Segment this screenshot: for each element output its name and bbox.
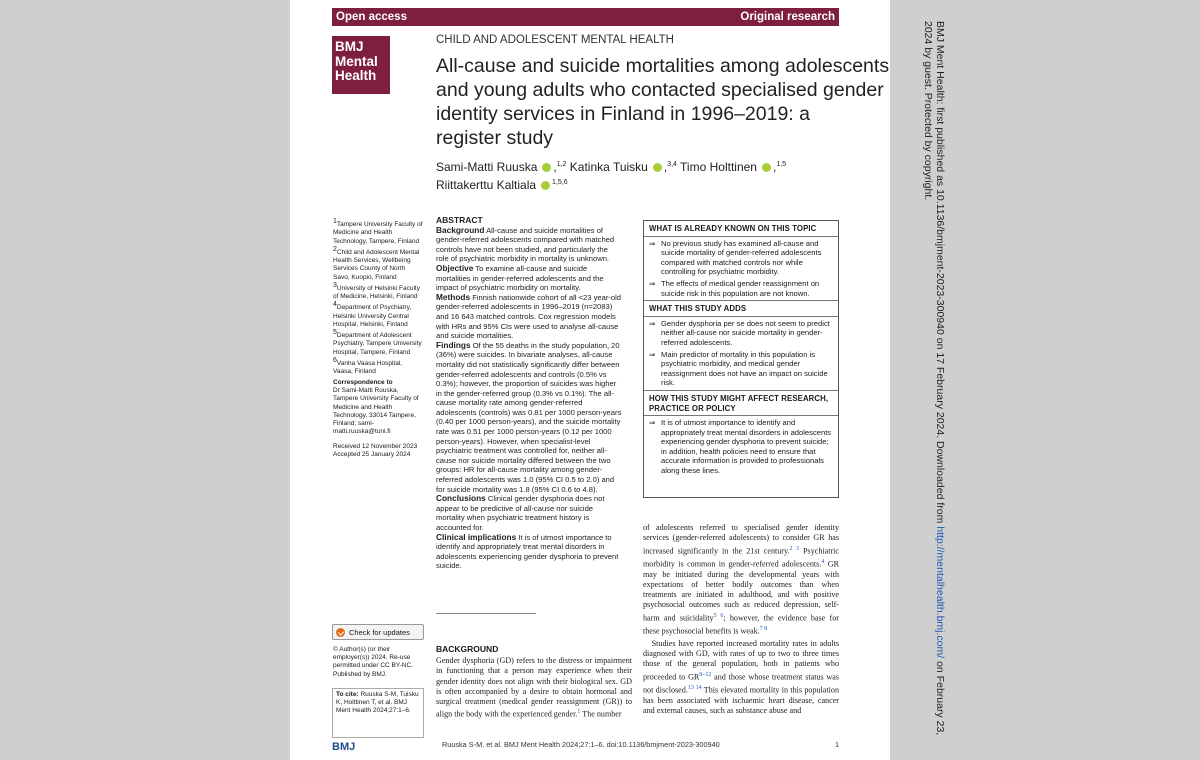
list-item: ⇒ Gender dysphoria per se does not seem to predict neither all-cause nor suicide mortality in gender-referred adolescents. xyxy=(649,319,834,348)
list-item: ⇒ Main predictor of mortality in this population is psychiatric morbidity, and medical gender reassignment does not have an impact on suicide risk. xyxy=(649,350,834,388)
author-name[interactable]: Riittakerttu Kaltiala xyxy=(436,178,537,192)
header-banner xyxy=(332,8,839,26)
list-item: ⇒ No previous study has examined all-cause and suicide mortality of gender-referred adolescents compared with matched controls nor while controlling for psychiatric morbidity. xyxy=(649,239,834,277)
orcid-icon[interactable] xyxy=(541,181,550,190)
background-heading: BACKGROUND xyxy=(436,644,499,654)
summary-box: WHAT IS ALREADY KNOWN ON THIS TOPIC ⇒ No previous study has examined all-cause and suicide mortality of gender-referred adolescents compared with matched controls nor while controlling for psychiatric morbidity. ⇒ The effects of medical gender reassignment on suicide risk in this population are not known. WHAT THIS STUDY ADDS ⇒ Gender dysphoria per se does not seem to predict neither all-cause nor suicide mortality in gender-referred adolescents. ⇒ Main predictor of mortality in this population is psychiatric morbidity, and medical gender reassignment does not have an impact on suicide risk. HOW THIS STUDY MIGHT AFFECT RESEARCH, PRACTICE OR POLICY ⇒ It is of utmost importance to identify and appropriately treat mental disorders in adolescents experiencing gender dysphoria to prevent suicide; in addition, health policies need to ensure that accurate information is provided to professionals along these lines. xyxy=(643,220,839,498)
article-type-label: Original research xyxy=(740,11,835,23)
list-item: ⇒ The effects of medical gender reassignment on suicide risk in this population are not known. xyxy=(649,279,834,298)
check-updates-icon xyxy=(336,628,345,637)
article-title: All-cause and suicide mortalities among adolescents and young adults who contacted specialised gender identity services in Finland in 1996–2019: a register study xyxy=(436,55,890,149)
list-item: ⇒ It is of utmost importance to identify and appropriately treat mental disorders in adolescents experiencing gender dysphoria to prevent suicide; in addition, health policies need to ensure that accurate information is provided to professionals along these lines. xyxy=(649,418,834,476)
check-for-updates-button[interactable]: Check for updates xyxy=(332,624,424,640)
article-page xyxy=(290,0,890,760)
copyright-sidebar: BMJ Ment Health: first published as 10.1136/bmjment-2023-300940 on 17 February 2024. Downloaded from http://mentalhealth.bmj.com/ on February 23, 2024 by guest. Protected by copyright. xyxy=(922,21,946,736)
citation-box: To cite: Ruuska S-M, Tuisku K, Holttinen T, et al. BMJ Ment Health 2024;27:1–6. xyxy=(332,688,424,738)
correspondence: Correspondence to Dr Sami-Matti Ruuska, Tampere University Faculty of Medicine and Health Technology, 33014 Tampere, Finland; sami-matti.ruuska@tuni.fi xyxy=(333,379,419,436)
section-label: CHILD AND ADOLESCENT MENTAL HEALTH xyxy=(436,34,674,46)
affiliations: $^1$Tampere University Faculty of Medicine and Health Technology, Tampere, Finland $^2$Child and Adolescent Mental Health Services, Wellbeing Services County of North Savo, Kuopio, Finland $^3$University of Helsinki Faculty of Medicine, Helsinki, Finland $^4$Department of Psychiatry, Helsinki University Central Hospital, Helsinki, Finland $^5$Department of Adolescent Psychiatry, Tampere University Hospital, Tampere, Finland $^6$Vanha Vaasa Hospital, Vaasa, Finland xyxy=(333,218,423,376)
divider xyxy=(436,613,536,614)
journal-logo: BMJ Mental Health xyxy=(332,36,390,94)
article-dates: Received 12 November 2023 Accepted 25 January 2024 xyxy=(333,443,418,459)
abstract: ABSTRACT Background All-cause and suicide mortalities of gender-referred adolescents compared with matched controls have not been studied, and particularly the role of psychiatric morbidity in mortality is unknown. Objective To examine all-cause and suicide mortalities in gender-referred adolescents and the impact of psychiatric morbidity on mortality. Methods Finnish nationwide cohort of all <23 year-old gender-referred adolescents in 1996–2019 (n=2083) and 16 643 matched controls. Cox regression models with HRs and 95% CIs were used to analyse all-cause and suicide mortalities. Findings Of the 55 deaths in the study population, 20 (36%) were suicides. In bivariate analyses, all-cause mortality did not statistically significantly differ between gender-referred adolescents and controls (0.5% vs 0.3%); however, the proportion of suicides was higher in the gender-referred group (0.3% vs 0.1%). The all-cause mortality rate among gender-referred adolescents (controls) was 0.81 per 1000 person-years (0.40 per 1000 person-years), and the suicide mortality rate was 0.51 per 1000 person-years (0.12 per 1000 person-years). However, when specialist-level psychiatric treatment was controlled for, neither all-cause nor suicide mortality differed between the two groups: HR for all-cause mortality among gender-referred adolescents was 1.0 (95% CI 0.5 to 2.0) and for suicide mortality was 1.8 (95% CI 0.6 to 4.8). Conclusions Clinical gender dysphoria does not appear to be predictive of all-cause nor suicide mortality when psychiatric treatment history is accounted for. Clinical implications It is of utmost importance to identify and appropriately treat mental disorders in adolescents experiencing gender dysphoria to prevent suicide. xyxy=(436,215,622,571)
open-access-label: Open access xyxy=(336,11,407,23)
page-number: 1 xyxy=(835,740,840,749)
author-name[interactable]: Timo Holttinen xyxy=(680,160,757,174)
bmj-footer-logo: BMJ xyxy=(332,741,356,753)
body-text-left: Gender dysphoria (GD) refers to the distress or impairment in functioning that a person may experience when their gender identity does not align with their biological sex. GD is often accompanied by a desire to obtain hormonal and surgical treatment (medical gender reassignment (GR)) to align the body with the experienced gender.$^1$ The number xyxy=(436,656,632,720)
footer-citation: Ruuska S-M, et al. BMJ Ment Health 2024;27:1–6. doi:10.1136/bmjment-2023-300940 xyxy=(442,740,720,749)
author-name[interactable]: Katinka Tuisku xyxy=(569,160,648,174)
author-name[interactable]: Sami-Matti Ruuska xyxy=(436,160,538,174)
orcid-icon[interactable] xyxy=(762,163,771,172)
author-list: Sami-Matti Ruuska ,$^{1,2}$ Katinka Tuisku ,$^{3,4}$ Timo Holttinen ,$^{1,5}$ Riittakerttu Kaltiala $^{1,5,6}$ xyxy=(436,160,787,192)
orcid-icon[interactable] xyxy=(542,163,551,172)
journal-link[interactable]: http://mentalhealth.bmj.com/ xyxy=(934,526,946,659)
license-note: © Author(s) (or their employer(s)) 2024. Re-use permitted under CC BY-NC. Published by BMJ. xyxy=(333,646,413,678)
body-text-right: of adolescents referred to specialised gender identity services (gender-referred adolescents) to consider GR has increased significantly in the 21st century.$^{2 3}$ Psychiatric morbidity is common in gender-referred adolescents.$^4$ GR may be initiated during the developmental years with expectations of better bodily outcomes than when treatments are initiated in adulthood, and with positive psychosocial outcomes such as reduced depression, self-harm and suicidality$^{5 6}$; however, the evidence base for these psychosocial benefits is weak.$^{7 8}$ Studies have reported increased mortality rates in adults diagnosed with GD, with rates of up to two to three times those of the general population, both in patients who proceeded to GR$^{9-12}$ and those whose treatment status was not disclosed.$^{13 14}$ This elevated mortality in this population has been associated with ischaemic heart disease, cancer and external causes, such as substance abuse and xyxy=(643,523,840,715)
orcid-icon[interactable] xyxy=(653,163,662,172)
